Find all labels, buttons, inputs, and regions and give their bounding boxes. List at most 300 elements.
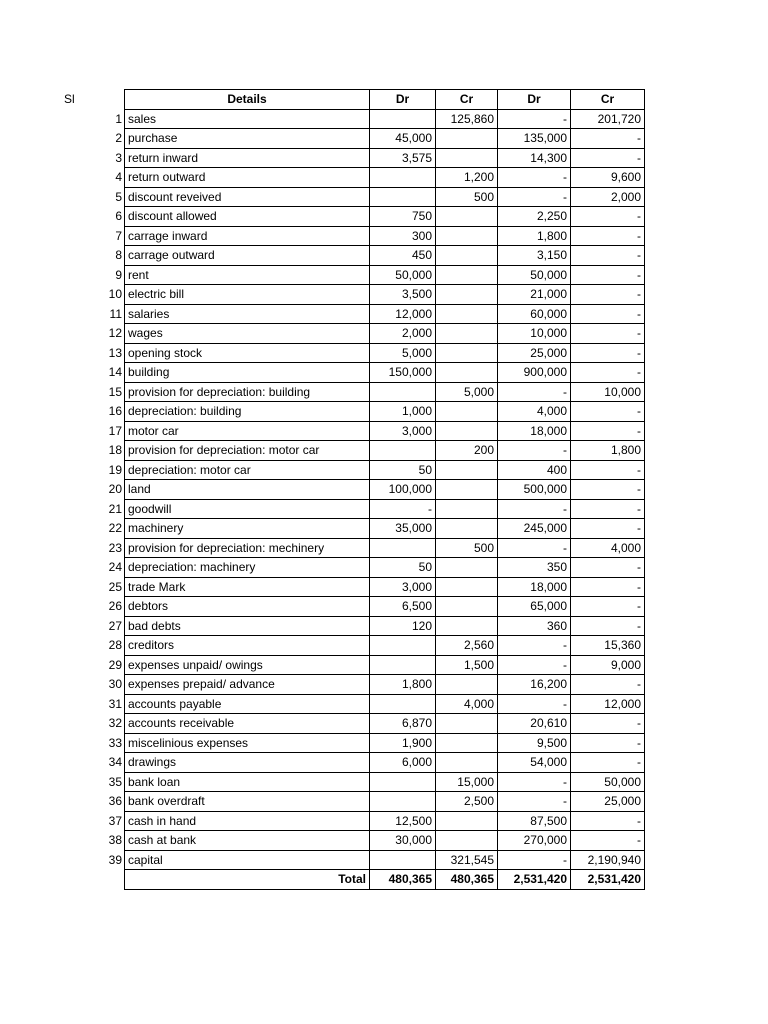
dr-cell-2: 2,250 — [498, 207, 571, 227]
dr-cell-1: 120 — [370, 616, 436, 636]
cr-cell-1 — [436, 402, 498, 422]
cr-cell-1: 4,000 — [436, 694, 498, 714]
dr-header-1: Dr — [370, 90, 436, 110]
table-row — [125, 265, 645, 285]
cr-cell-2: - — [571, 421, 645, 441]
cr-cell-2: 2,190,940 — [571, 850, 645, 870]
details-text: trade Mark — [128, 579, 186, 594]
dr-cell-2: 25,000 — [498, 343, 571, 363]
cr-cell-1 — [436, 265, 498, 285]
cr-cell-2: 25,000 — [571, 792, 645, 812]
cr-cell-1: 125,860 — [436, 109, 498, 129]
cr-cell-1 — [436, 480, 498, 500]
dr-cell-2: - — [498, 187, 571, 207]
sl-number: 1 — [115, 111, 122, 126]
details-text: discount reveived — [128, 189, 222, 204]
details-text: accounts receivable — [128, 716, 235, 731]
details-cell — [108, 402, 370, 422]
cr-cell-1 — [436, 811, 498, 831]
dr-cell-1 — [370, 694, 436, 714]
cr-header-1: Cr — [436, 90, 498, 110]
table-row — [125, 187, 645, 207]
details-cell — [115, 226, 370, 246]
dr-cell-2: 50,000 — [498, 265, 571, 285]
details-cell — [108, 792, 370, 812]
dr-cell-1: 1,800 — [370, 675, 436, 695]
details-cell — [115, 148, 370, 168]
dr-cell-1 — [370, 168, 436, 188]
cr-cell-1 — [436, 831, 498, 851]
dr-cell-1: 50 — [370, 558, 436, 578]
table-row — [125, 382, 645, 402]
cr-cell-2: - — [571, 148, 645, 168]
dr-cell-1: 12,000 — [370, 304, 436, 324]
details-text: return inward — [128, 150, 199, 165]
dr-cell-2: 4,000 — [498, 402, 571, 422]
cr-cell-2: 12,000 — [571, 694, 645, 714]
details-text: carrage outward — [128, 248, 215, 263]
dr-cell-1: 3,500 — [370, 285, 436, 305]
cr-cell-2: 9,600 — [571, 168, 645, 188]
sl-number: 29 — [108, 657, 122, 672]
details-cell — [108, 421, 370, 441]
details-text: bad debts — [128, 618, 181, 633]
details-cell — [108, 811, 370, 831]
dr-cell-2: - — [498, 636, 571, 656]
dr-cell-2: 16,200 — [498, 675, 571, 695]
details-text: sales — [128, 111, 157, 126]
details-cell — [115, 265, 370, 285]
details-text: miscelinious expenses — [128, 735, 249, 750]
details-cell — [108, 616, 370, 636]
sl-number: 19 — [108, 462, 122, 477]
details-cell — [115, 207, 370, 227]
details-text: provision for depreciation: mechinery — [128, 540, 325, 555]
sl-number: 15 — [108, 384, 122, 399]
details-text: cash in hand — [128, 813, 197, 828]
sl-number: 28 — [108, 638, 122, 652]
cr-cell-2: 9,000 — [571, 655, 645, 675]
dr-cell-1: 50 — [370, 460, 436, 480]
table-row — [125, 772, 645, 792]
dr-cell-2: 135,000 — [498, 129, 571, 149]
details-cell — [115, 187, 370, 207]
cr-cell-1: 321,545 — [436, 850, 498, 870]
table-row — [125, 792, 645, 812]
cr-cell-2: 50,000 — [571, 772, 645, 792]
table-header-row — [125, 90, 645, 110]
dr-cell-1: 12,500 — [370, 811, 436, 831]
sl-number: 16 — [108, 404, 122, 418]
table-row — [125, 558, 645, 578]
cr-cell-2: 10,000 — [571, 382, 645, 402]
details-text: expenses prepaid/ advance — [128, 677, 275, 692]
sl-number: 10 — [108, 287, 122, 301]
cr-cell-1: 500 — [436, 538, 498, 558]
details-text: creditors — [128, 638, 175, 653]
cr-cell-2: - — [571, 558, 645, 578]
cr-cell-2: - — [571, 304, 645, 324]
details-text: wages — [128, 326, 163, 341]
sl-number: 27 — [108, 618, 122, 633]
sl-number: 24 — [108, 560, 122, 574]
cr-cell-2: 1,800 — [571, 441, 645, 461]
cr-cell-2: - — [571, 733, 645, 753]
details-cell — [109, 304, 370, 324]
sl-number: 6 — [115, 209, 122, 223]
details-cell — [108, 343, 370, 363]
details-text: bank loan — [128, 774, 181, 789]
cr-cell-2: - — [571, 324, 645, 344]
cr-cell-2: - — [571, 597, 645, 617]
cr-cell-1 — [436, 577, 498, 597]
details-text: machinery — [128, 521, 184, 536]
cr-cell-2: - — [571, 402, 645, 422]
total-label: Total — [125, 870, 370, 890]
dr-cell-1 — [370, 636, 436, 656]
dr-cell-2: - — [498, 382, 571, 402]
table-row — [125, 694, 645, 714]
cr-cell-1 — [436, 519, 498, 539]
dr-cell-2: 10,000 — [498, 324, 571, 344]
sl-number: 5 — [115, 189, 122, 204]
cr-cell-1 — [436, 207, 498, 227]
dr-cell-1 — [370, 382, 436, 402]
dr-cell-2: 350 — [498, 558, 571, 578]
table-row — [125, 714, 645, 734]
details-text: return outward — [128, 170, 206, 185]
cr-cell-1: 500 — [436, 187, 498, 207]
details-text: goodwill — [128, 501, 172, 516]
dr-cell-2: 18,000 — [498, 421, 571, 441]
cr-cell-2: - — [571, 714, 645, 734]
table-row — [125, 538, 645, 558]
cr-cell-1 — [436, 285, 498, 305]
details-text: depreciation: motor car — [128, 462, 251, 477]
sl-number: 2 — [115, 131, 122, 145]
cr-cell-1 — [436, 148, 498, 168]
dr-cell-1 — [370, 187, 436, 207]
table-row — [125, 597, 645, 617]
details-cell — [115, 109, 370, 129]
details-cell — [108, 597, 370, 617]
sl-number: 14 — [108, 365, 122, 379]
cr-cell-1: 200 — [436, 441, 498, 461]
table-row — [125, 675, 645, 695]
dr-cell-1 — [370, 655, 436, 675]
details-header: Details — [125, 90, 370, 110]
cr-cell-1: 5,000 — [436, 382, 498, 402]
details-text: bank overdraft — [128, 794, 205, 809]
cr-cell-2: - — [571, 129, 645, 149]
cr-cell-2: - — [571, 577, 645, 597]
details-text: discount allowed — [128, 209, 217, 224]
details-cell — [108, 753, 370, 773]
dr-cell-2: 270,000 — [498, 831, 571, 851]
cr-cell-2: - — [571, 343, 645, 363]
dr-cell-1: 1,000 — [370, 402, 436, 422]
table-row — [125, 480, 645, 500]
sl-number: 26 — [108, 599, 122, 613]
sl-number: 8 — [115, 248, 122, 262]
total-row — [125, 870, 645, 890]
sl-number: 38 — [108, 833, 122, 847]
table-row — [125, 207, 645, 227]
dr-cell-1 — [370, 792, 436, 812]
dr-header-2: Dr — [498, 90, 571, 110]
details-cell — [108, 460, 370, 480]
cr-cell-2: 201,720 — [571, 109, 645, 129]
cr-cell-2: - — [571, 265, 645, 285]
details-text: building — [128, 365, 170, 380]
details-cell — [115, 168, 370, 188]
details-text: land — [128, 482, 151, 497]
cr-cell-2: - — [571, 226, 645, 246]
details-text: salaries — [128, 306, 170, 321]
cr-cell-1 — [436, 714, 498, 734]
total-dr-1: 480,365 — [370, 870, 436, 890]
cr-cell-2: - — [571, 616, 645, 636]
dr-cell-1: 2,000 — [370, 324, 436, 344]
sl-number: 3 — [115, 150, 122, 165]
dr-cell-2: - — [498, 655, 571, 675]
table-row — [125, 733, 645, 753]
dr-cell-2: - — [498, 792, 571, 812]
cr-cell-1: 2,500 — [436, 792, 498, 812]
dr-cell-2: - — [498, 694, 571, 714]
sl-number: 9 — [115, 267, 122, 282]
dr-cell-1: 3,000 — [370, 421, 436, 441]
details-text: capital — [128, 852, 163, 867]
sl-number: 23 — [108, 540, 122, 555]
cr-cell-1 — [436, 343, 498, 363]
dr-cell-2: - — [498, 168, 571, 188]
details-cell — [108, 714, 370, 734]
cr-cell-1 — [436, 499, 498, 519]
sl-number: 25 — [108, 579, 122, 594]
details-cell — [108, 441, 370, 461]
details-cell — [108, 831, 370, 851]
details-text: purchase — [128, 131, 178, 146]
cr-cell-1 — [436, 616, 498, 636]
details-cell — [108, 324, 370, 344]
details-text: expenses unpaid/ owings — [128, 657, 263, 672]
trial-balance-table — [108, 89, 645, 890]
table-row — [125, 441, 645, 461]
dr-cell-1 — [370, 538, 436, 558]
dr-cell-1: 1,900 — [370, 733, 436, 753]
dr-cell-2: 21,000 — [498, 285, 571, 305]
dr-cell-1 — [370, 772, 436, 792]
cr-cell-1 — [436, 733, 498, 753]
details-text: rent — [128, 267, 149, 282]
table-row — [125, 753, 645, 773]
details-cell — [108, 733, 370, 753]
dr-cell-2: - — [498, 850, 571, 870]
sl-number: 4 — [115, 170, 122, 184]
details-text: carrage inward — [128, 228, 208, 243]
cr-cell-1 — [436, 460, 498, 480]
sl-number: 33 — [108, 735, 122, 750]
details-text: provision for depreciation: building — [128, 384, 311, 399]
dr-cell-1: 35,000 — [370, 519, 436, 539]
cr-cell-2: - — [571, 675, 645, 695]
cr-cell-1 — [436, 304, 498, 324]
details-cell — [108, 655, 370, 675]
sl-number: 17 — [108, 423, 122, 438]
cr-cell-2: - — [571, 831, 645, 851]
table-row — [125, 655, 645, 675]
cr-cell-2: - — [571, 363, 645, 383]
dr-cell-2: - — [498, 499, 571, 519]
cr-cell-2: - — [571, 753, 645, 773]
dr-cell-2: 20,610 — [498, 714, 571, 734]
dr-cell-1: 300 — [370, 226, 436, 246]
sl-number: 12 — [108, 326, 122, 340]
dr-cell-1: 3,575 — [370, 148, 436, 168]
sl-number: 39 — [108, 852, 122, 867]
dr-cell-2: 60,000 — [498, 304, 571, 324]
dr-cell-1: 5,000 — [370, 343, 436, 363]
details-cell — [108, 577, 370, 597]
dr-cell-2: - — [498, 109, 571, 129]
details-text: depreciation: building — [128, 404, 242, 419]
dr-cell-2: 3,150 — [498, 246, 571, 266]
dr-cell-2: 54,000 — [498, 753, 571, 773]
sl-number: 36 — [108, 794, 122, 808]
sl-number: 22 — [108, 521, 122, 535]
cr-cell-1 — [436, 324, 498, 344]
table-row — [125, 363, 645, 383]
details-cell — [115, 129, 370, 149]
table-row — [125, 402, 645, 422]
cr-cell-1: 15,000 — [436, 772, 498, 792]
dr-cell-1: 3,000 — [370, 577, 436, 597]
table-row — [125, 850, 645, 870]
table-row — [125, 226, 645, 246]
details-cell — [108, 519, 370, 539]
cr-cell-2: - — [571, 480, 645, 500]
sl-number: 30 — [108, 677, 122, 691]
cr-cell-1 — [436, 675, 498, 695]
details-cell — [108, 480, 370, 500]
details-cell — [108, 850, 370, 870]
table-row — [125, 499, 645, 519]
cr-cell-2: - — [571, 499, 645, 519]
cr-cell-1 — [436, 226, 498, 246]
cr-cell-2: - — [571, 246, 645, 266]
sl-number: 32 — [108, 716, 122, 730]
details-cell — [108, 363, 370, 383]
table-row — [125, 421, 645, 441]
cr-cell-2: - — [571, 519, 645, 539]
cr-cell-1 — [436, 129, 498, 149]
dr-cell-2: 87,500 — [498, 811, 571, 831]
details-text: depreciation: machinery — [128, 560, 256, 575]
table-row — [125, 246, 645, 266]
details-text: cash at bank — [128, 833, 197, 848]
dr-cell-2: 500,000 — [498, 480, 571, 500]
details-cell — [108, 558, 370, 578]
cr-cell-1 — [436, 597, 498, 617]
table-row — [125, 324, 645, 344]
cr-cell-1: 2,560 — [436, 636, 498, 656]
table-row — [125, 636, 645, 656]
dr-cell-1: 30,000 — [370, 831, 436, 851]
table-row — [125, 831, 645, 851]
dr-cell-2: 400 — [498, 460, 571, 480]
table-row — [125, 304, 645, 324]
cr-cell-1 — [436, 421, 498, 441]
details-text: provision for depreciation: motor car — [128, 443, 320, 458]
details-cell — [108, 285, 370, 305]
sl-number: 7 — [115, 228, 122, 243]
table-row — [125, 129, 645, 149]
dr-cell-2: 18,000 — [498, 577, 571, 597]
dr-cell-1: 6,870 — [370, 714, 436, 734]
cr-cell-2: 4,000 — [571, 538, 645, 558]
cr-cell-2: - — [571, 285, 645, 305]
dr-cell-2: - — [498, 772, 571, 792]
sl-number: 31 — [108, 696, 122, 711]
cr-cell-1 — [436, 558, 498, 578]
dr-cell-1 — [370, 441, 436, 461]
dr-cell-2: 14,300 — [498, 148, 571, 168]
details-cell — [108, 499, 370, 519]
dr-cell-2: 900,000 — [498, 363, 571, 383]
cr-cell-1: 1,200 — [436, 168, 498, 188]
dr-cell-1: 100,000 — [370, 480, 436, 500]
table-row — [125, 148, 645, 168]
dr-cell-1: - — [370, 499, 436, 519]
details-text: motor car — [128, 423, 179, 438]
dr-cell-2: 65,000 — [498, 597, 571, 617]
sl-number: 13 — [108, 345, 122, 360]
sl-number: 11 — [109, 306, 122, 321]
details-cell — [115, 246, 370, 266]
details-text: drawings — [128, 755, 177, 770]
table-row — [125, 343, 645, 363]
dr-cell-2: - — [498, 538, 571, 558]
details-text: debtors — [128, 599, 169, 614]
dr-cell-1: 6,500 — [370, 597, 436, 617]
table-row — [125, 460, 645, 480]
table-row — [125, 616, 645, 636]
table-row — [125, 577, 645, 597]
total-cr-1: 480,365 — [436, 870, 498, 890]
cr-cell-2: - — [571, 811, 645, 831]
dr-cell-1: 50,000 — [370, 265, 436, 285]
cr-cell-2: 15,360 — [571, 636, 645, 656]
dr-cell-2: 9,500 — [498, 733, 571, 753]
dr-cell-1: 45,000 — [370, 129, 436, 149]
details-cell — [108, 538, 370, 558]
dr-cell-1: 450 — [370, 246, 436, 266]
dr-cell-2: - — [498, 441, 571, 461]
table-row — [125, 168, 645, 188]
sl-number: 34 — [108, 755, 122, 769]
table-row — [125, 285, 645, 305]
cr-cell-1 — [436, 363, 498, 383]
details-cell — [108, 772, 370, 792]
total-dr-2: 2,531,420 — [498, 870, 571, 890]
details-text: electric bill — [128, 287, 185, 302]
details-cell — [108, 694, 370, 714]
details-text: opening stock — [128, 345, 203, 360]
details-text: accounts payable — [128, 696, 222, 711]
dr-cell-1 — [370, 109, 436, 129]
cr-cell-2: - — [571, 460, 645, 480]
